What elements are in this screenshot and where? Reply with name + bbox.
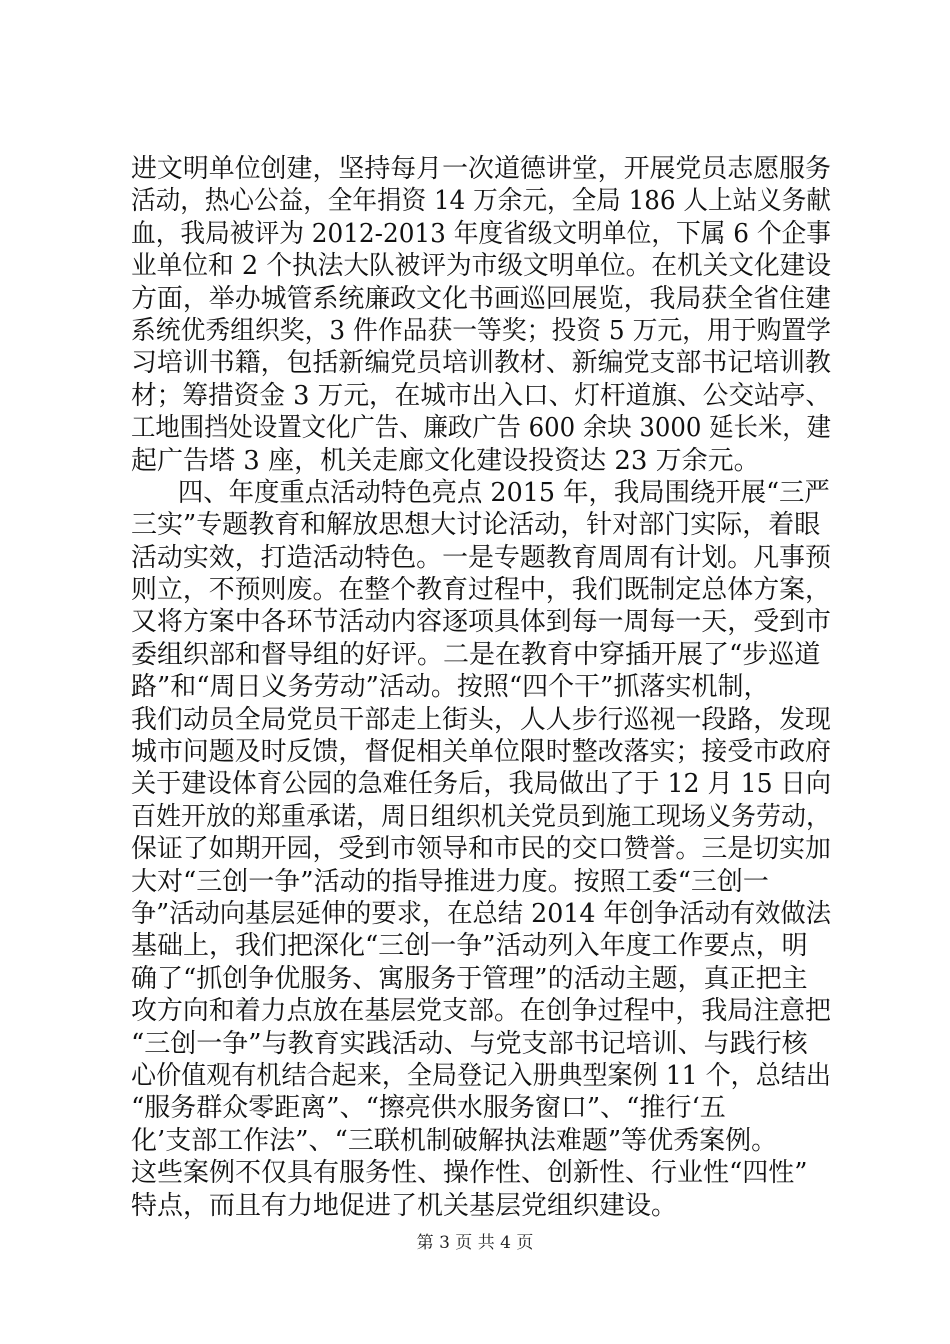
text-line: 活动，热心公益，全年捐资 14 万余元，全局 186 人上站义务献 — [131, 186, 831, 217]
text-line: 进文明单位创建，坚持每月一次道德讲堂，开展党员志愿服务 — [131, 154, 831, 184]
text-line: 工地围挡处设置文化广告、廉政广告 600 余块 3000 延长米，建 — [131, 413, 832, 444]
text-line: 化’支部工作法”、“三联机制破解执法难题”等优秀案例。 — [131, 1125, 778, 1156]
text-line: 三实”专题教育和解放思想大讨论活动，针对部门实际，着眼 — [131, 510, 821, 541]
text-line: 这些案例不仅具有服务性、操作性、创新性、行业性“四性” — [131, 1158, 808, 1189]
text-line: 心价值观有机结合起来，全局登记入册典型案例 11 个，总结出 — [131, 1060, 832, 1091]
text-line: 又将方案中各环节活动内容逐项具体到每一周每一天，受到市 — [131, 607, 831, 638]
text-line: 大对“三创一争”活动的指导推进力度。按照工委“三创一 — [131, 866, 769, 897]
text-line: 材；筹措资金 3 万元，在城市出入口、灯杆道旗、公交站亭、 — [131, 380, 832, 411]
text-line: 基础上，我们把深化“三创一争”活动列入年度工作要点，明 — [131, 931, 808, 962]
text-line: 活动实效，打造活动特色。一是专题教育周周有计划。凡事预 — [131, 542, 831, 573]
text-line: 关于建设体育公园的急难任务后，我局做出了于 12 月 15 日向 — [131, 769, 832, 800]
page-number-label: 第 3 页 共 4 页 — [416, 1233, 534, 1253]
text-line: 攻方向和着力点放在基层党支部。在创争过程中，我局注意把 — [131, 996, 831, 1027]
text-line: 百姓开放的郑重承诺，周日组织机关党员到施工现场义务劳动， — [131, 801, 831, 832]
text-line: “三创一争”与教育实践活动、与党支部书记培训、与践行核 — [131, 1028, 808, 1059]
text-line: 起广告塔 3 座，机关走廊文化建设投资达 23 万余元。 — [131, 445, 760, 476]
body-text — [131, 153, 831, 1222]
text-line: 习培训书籍，包括新编党员培训教材、新编党支部书记培训教 — [131, 348, 831, 379]
text-line: 系统优秀组织奖，3 件作品获一等奖；投资 5 万元，用于购置学 — [131, 315, 831, 346]
text-line: 路”和“周日义务劳动”活动。按照“四个干”抓落实机制， — [131, 672, 770, 703]
section-heading-line: 四、年度重点活动特色亮点 2015 年，我局围绕开展“三严 — [177, 477, 830, 508]
text-line: 血，我局被评为 2012-2013 年度省级文明单位，下属 6 个企事 — [131, 218, 831, 249]
text-line: 争”活动向基层延伸的要求，在总结 2014 年创争活动有效做法 — [131, 898, 831, 929]
text-line: 确了“抓创争优服务、寓服务于管理”的活动主题，真正把主 — [131, 963, 808, 994]
text-line: 委组织部和督导组的好评。二是在教育中穿插开展了“步巡道 — [131, 639, 821, 670]
text-line: “服务群众零距离”、“擦亮供水服务窗口”、“推行‘五 — [131, 1093, 726, 1124]
text-line: 城市问题及时反馈，督促相关单位限时整改落实；接受市政府 — [131, 737, 831, 768]
page-footer — [0, 1232, 950, 1254]
text-line: 方面，举办城管系统廉政文化书画巡回展览，我局获全省住建 — [131, 283, 831, 314]
text-line: 特点，而且有力地促进了机关基层党组织建设。 — [131, 1190, 678, 1221]
text-line: 保证了如期开园，受到市领导和市民的交口赞誉。三是切实加 — [131, 834, 831, 865]
text-line: 我们动员全局党员干部走上街头，人人步行巡视一段路，发现 — [131, 704, 831, 735]
text-line: 则立，不预则废。在整个教育过程中，我们既制定总体方案， — [131, 575, 831, 606]
text-line: 业单位和 2 个执法大队被评为市级文明单位。在机关文化建设 — [131, 251, 832, 282]
